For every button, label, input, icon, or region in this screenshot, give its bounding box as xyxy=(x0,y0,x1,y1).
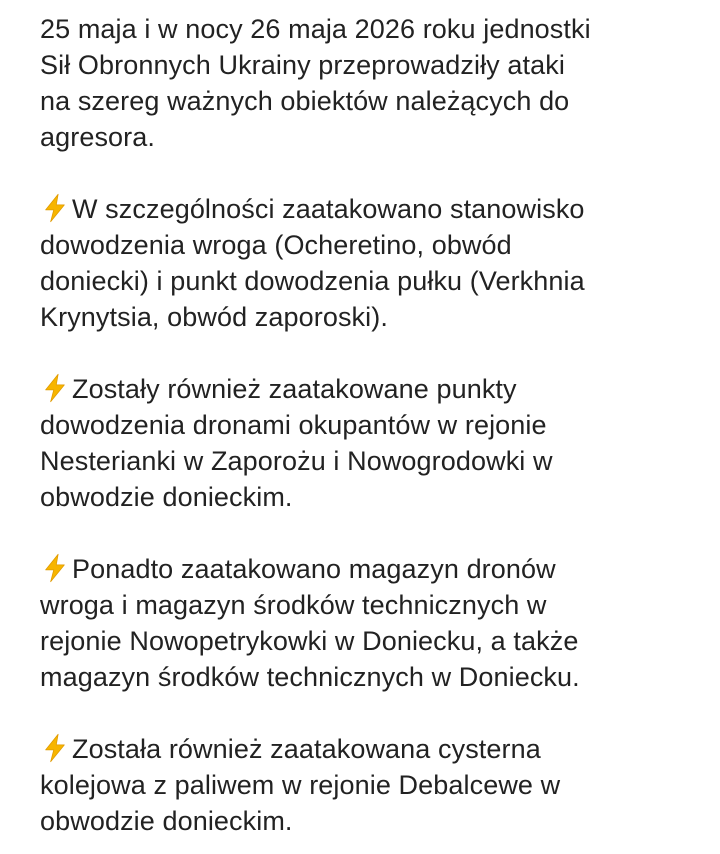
text-line: Sił Obronnych Ukrainy przeprowadziły ataki xyxy=(40,50,565,80)
high-voltage-icon xyxy=(40,373,70,403)
line-text: Została również zaatakowana cysterna xyxy=(72,734,541,764)
text-line: kolejowa z paliwem w rejonie Debalcewe w xyxy=(40,770,561,800)
high-voltage-icon xyxy=(40,733,70,763)
intro-paragraph xyxy=(40,11,680,155)
text-line: Krynytsia, obwód zaporoski). xyxy=(40,302,388,332)
text-line xyxy=(40,191,680,227)
text-line: 25 maja i w nocy 26 maja 2026 roku jednostki xyxy=(40,14,591,44)
drone-control-paragraph xyxy=(40,371,680,515)
high-voltage-icon xyxy=(40,193,70,223)
warehouses-paragraph xyxy=(40,551,680,695)
post-body xyxy=(40,11,680,839)
text-line: Nesterianki w Zaporożu i Nowogrodowki w xyxy=(40,446,553,476)
text-line: obwodzie donieckim. xyxy=(40,806,293,836)
text-line: obwodzie donieckim. xyxy=(40,482,293,512)
line-text: W szczególności zaatakowano stanowisko xyxy=(72,194,585,224)
text-line: rejonie Nowopetrykowki w Doniecku, a także xyxy=(40,626,579,656)
text-line: magazyn środków technicznych w Doniecku. xyxy=(40,662,580,692)
text-line: doniecki) i punkt dowodzenia pułku (Verkhnia xyxy=(40,266,585,296)
command-posts-paragraph xyxy=(40,191,680,335)
text-line xyxy=(40,551,680,587)
text-line: na szereg ważnych obiektów należących do xyxy=(40,86,570,116)
text-line: wroga i magazyn środków technicznych w xyxy=(40,590,547,620)
text-line xyxy=(40,731,680,767)
fuel-tank-paragraph xyxy=(40,731,680,839)
text-line: agresora. xyxy=(40,122,155,152)
text-line: dowodzenia dronami okupantów w rejonie xyxy=(40,410,547,440)
line-text: Ponadto zaatakowano magazyn dronów xyxy=(72,554,556,584)
high-voltage-icon xyxy=(40,553,70,583)
line-text: Zostały również zaatakowane punkty xyxy=(72,374,517,404)
text-line: dowodzenia wroga (Ocheretino, obwód xyxy=(40,230,512,260)
text-line xyxy=(40,371,680,407)
